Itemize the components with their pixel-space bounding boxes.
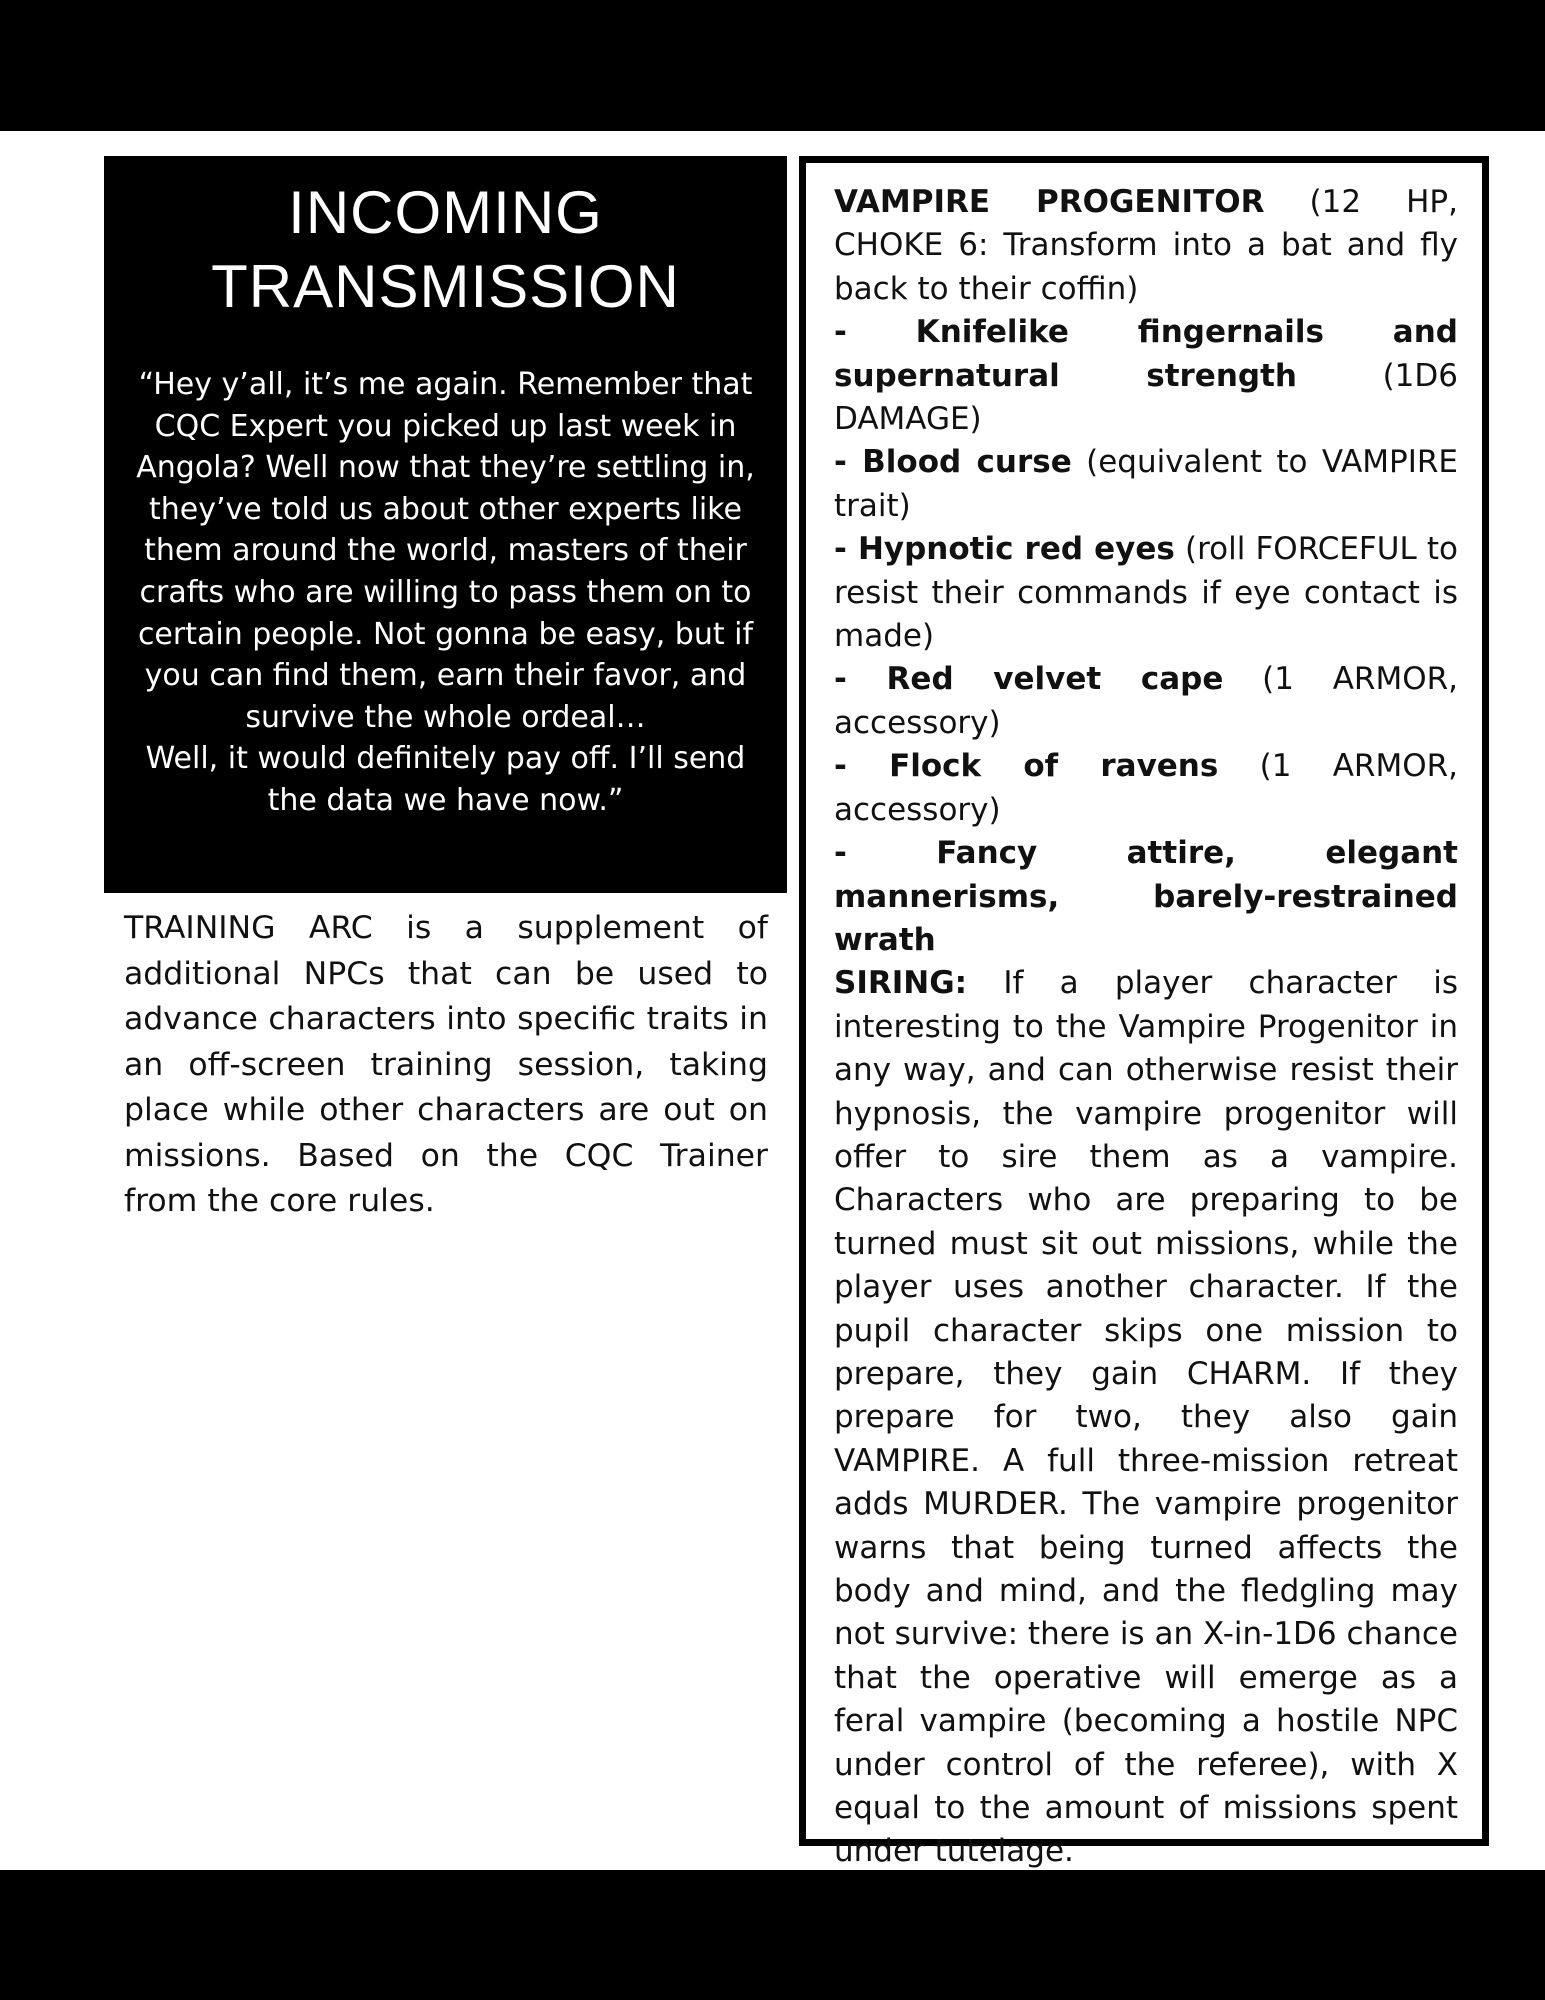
npc-trait-name: - Red velvet cape [834, 661, 1224, 698]
npc-trait-detail: (1 ARMOR, accessory) [834, 661, 1458, 741]
npc-trait [834, 832, 1458, 962]
npc-name: VAMPIRE PROGENITOR [834, 184, 1265, 220]
npc-trait [834, 745, 1458, 832]
transmission-quote-para2: Well, it would definitely pay off. I’ll send the data we have now.” [145, 741, 746, 818]
transmission-heading-line2: TRANSMISSION [211, 253, 680, 320]
top-black-bar [0, 0, 1545, 131]
transmission-heading-line1: INCOMING [288, 179, 603, 246]
siring-rule [834, 962, 1458, 1874]
npc-trait-name: - Blood curse [834, 444, 1072, 481]
intro-paragraph: TRAINING ARC is a supplement of additional NPCs that can be used to advance characters into specific traits in an off-screen training session, taking place while other characters are out on missions. Based on the CQC Trainer from the core rules. [124, 910, 768, 1219]
transmission-quote-para1: “Hey y’all, it’s me again. Remember that CQC Expert you picked up last week in Angola? Well now that they’re settling in, they’ve told us about other experts like them around the world, masters of their crafts who are willing to pass them on to certain people. Not gonna be easy, but if you can find them, earn their favor, and survive the whole ordeal… [136, 367, 755, 735]
npc-trait-name: - Flock of ravens [834, 748, 1219, 785]
npc-trait [834, 311, 1458, 441]
npc-trait-detail: (1D6 DAMAGE) [834, 357, 1458, 438]
npc-trait [834, 658, 1458, 745]
npc-stat-block [799, 156, 1489, 1870]
npc-trait-detail: (roll FORCEFUL to resist their commands if eye contact is made) [834, 531, 1458, 655]
npc-header [834, 181, 1458, 311]
incoming-transmission-box [104, 156, 787, 893]
transmission-heading [124, 176, 767, 324]
siring-label: SIRING: [834, 965, 968, 1002]
npc-trait-detail: (equivalent to VAMPIRE trait) [834, 444, 1459, 524]
npc-trait-detail: (1 ARMOR, accessory) [834, 748, 1458, 828]
npc-trait-name: - Hypnotic red eyes [834, 531, 1175, 568]
npc-trait-name: - Fancy attire, elegant mannerisms, barely-restrained wrath [834, 835, 1458, 958]
npc-stats: (12 HP, CHOKE 6: Transform into a bat and fly back to their coffin) [834, 184, 1458, 307]
bottom-black-bar [0, 1870, 1545, 2000]
npc-trait [834, 441, 1458, 528]
npc-trait-name: - Knifelike fingernails and supernatural strength [834, 314, 1458, 394]
siring-text: If a player character is interesting to the Vampire Progenitor in any way, and can otherwise resist their hypnosis, the vampire progenitor will offer to sire them as a vampire. Characters who are preparing to be turned must sit out missions, while the player uses another character. If the pupil character skips one mission to prepare, they gain CHARM. If they prepare for two, they also gain VAMPIRE. A full three-mission retreat adds MURDER. The vampire progenitor warns that being turned affects the body and mind, and the fledgling may not survive: there is an X-in-1D6 chance that the operative will emerge as a feral vampire (becoming a hostile NPC under control of the referee), with X equal to the amount of missions spent under tutelage. [834, 965, 1458, 1870]
transmission-quote [124, 364, 767, 822]
npc-trait [834, 528, 1458, 658]
